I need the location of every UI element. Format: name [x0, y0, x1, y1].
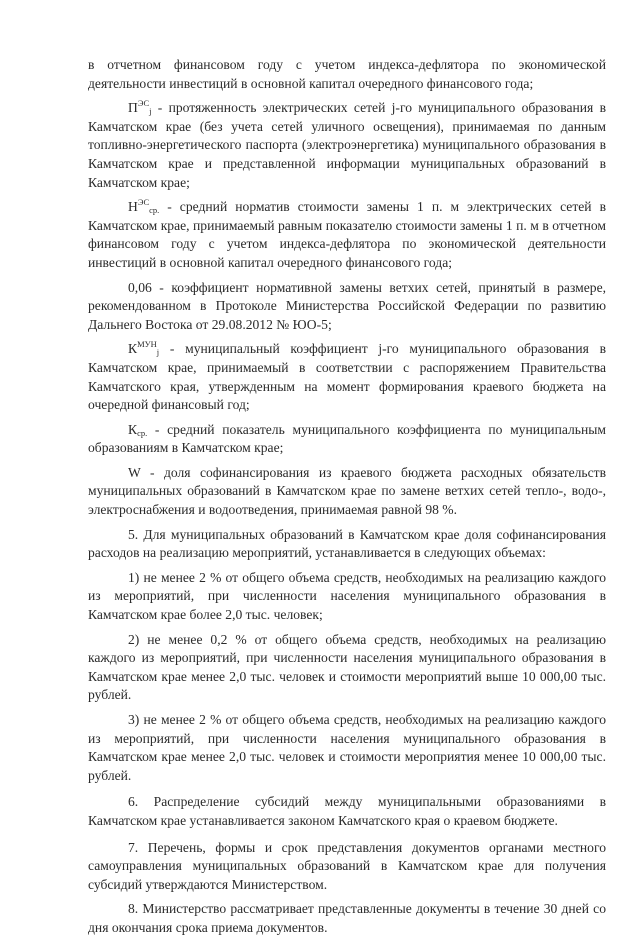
symbol-sub: j: [149, 106, 152, 117]
definition-cofinancing-share: [88, 464, 606, 520]
clause-5-item-1: 1) не менее 2 % от общего объема средств, необходимых на реализацию каждого из мероприятий, при численности населения муниципального образования в Камчатском крае более 2,0 тыс. человек;: [88, 569, 606, 623]
symbol-sub: ср.: [137, 427, 148, 438]
clause-5: 5. Для муниципальных образований в Камчатском крае доля софинансирования расходов на реализацию мероприятий, устанавливается в следующих объемах:: [88, 526, 606, 561]
symbol-sub: j: [156, 347, 160, 358]
definition-length-networks: [88, 99, 606, 192]
symbol-n: Н: [128, 199, 138, 215]
definition-average-coefficient: [88, 421, 606, 458]
symbol-sup: ЭС: [137, 98, 150, 109]
paragraph-continuation: в отчетном финансовом году с учетом индекса-дефлятора по экономической деятельности инвестиций в основной капитал очередного финансового года;: [88, 57, 606, 91]
definition-text: - протяженность электрических сетей j-го муниципального образования в Камчатском крае (без учета сетей уличного освещения), принимаемая по данным топливно-энергетического паспорта (электроэнергетика) муниципального образования в Камчатском крае и представленной информации муниципальных образований в Камчатском крае;: [88, 100, 606, 190]
clause-5-item-3: 3) не менее 2 % от общего объема средств, необходимых на реализацию каждого из мероприятий, при численности населения муниципального образования в Камчатском крае менее 2,0 тыс. человек и стоимости мероприятия менее 10 000,00 тыс. рублей.: [88, 712, 606, 783]
definition-text: - средний норматив стоимости замены 1 п. м электрических сетей в Камчатском крае, принимаемый равным показателю стоимости замены 1 п. м в отчетном финансовом году с учетом индекса-дефлятора по экономической деятельности инвестиций в основной капитал очередного финансового года;: [88, 199, 606, 270]
symbol-k: К: [128, 341, 138, 357]
symbol-sup: ЭС: [137, 197, 150, 208]
clause-8: 8. Министерство рассматривает представленные документы в течение 30 дней со дня окончания срока приема документов.: [88, 901, 606, 935]
definition-municipal-coefficient: [88, 340, 606, 414]
definition-average-norm: [88, 198, 606, 272]
definition-text: - средний показатель муниципального коэффициента по муниципальным образованиям в Камчатском крае;: [88, 421, 606, 456]
symbol-k: К: [128, 421, 138, 437]
definition-replacement-coefficient: 0,06 - коэффициент нормативной замены ветхих сетей, принятый в размере, рекомендованном в Протоколе Министерства Российской Федерации по развитию Дальнего Востока от 29.08.2012 № ЮО-5;: [88, 279, 606, 332]
definition-text: - муниципальный коэффициент j-го муниципального образования в Камчатском крае, принимаемый в соответствии с распоряжением Правительства Камчатского края, утвержденным на момент формирования краевого бюджета на очередной финансовый год;: [88, 341, 606, 413]
symbol-sub: ср.: [149, 205, 160, 216]
symbol-w: W: [128, 464, 141, 480]
symbol-sup: МУН: [137, 339, 157, 350]
symbol-p: П: [128, 100, 138, 116]
clause-7: 7. Перечень, формы и срок представления документов органами местного самоуправления муниципальных образований в Камчатском крае для получения субсидий утверждаются Министерством.: [88, 839, 606, 892]
clause-6: 6. Распределение субсидий между муниципальными образованиями в Камчатском крае устанавливается законом Камчатского края о краевом бюджете.: [88, 794, 606, 828]
clause-5-item-2: 2) не менее 0,2 % от общего объема средств, необходимых на реализацию каждого из мероприятий, при численности населения муниципального образования в Камчатском крае менее 2,0 тыс. человек и стоимости мероприятий выше 10 000,00 тыс. рублей.: [88, 631, 606, 703]
definition-text: - доля софинансирования из краевого бюджета расходных обязательств муниципальных образований в Камчатском крае по замене ветхих сетей тепло-, водо-, электроснабжения и водоотведения, принимаемая равной 98 %.: [88, 464, 606, 518]
